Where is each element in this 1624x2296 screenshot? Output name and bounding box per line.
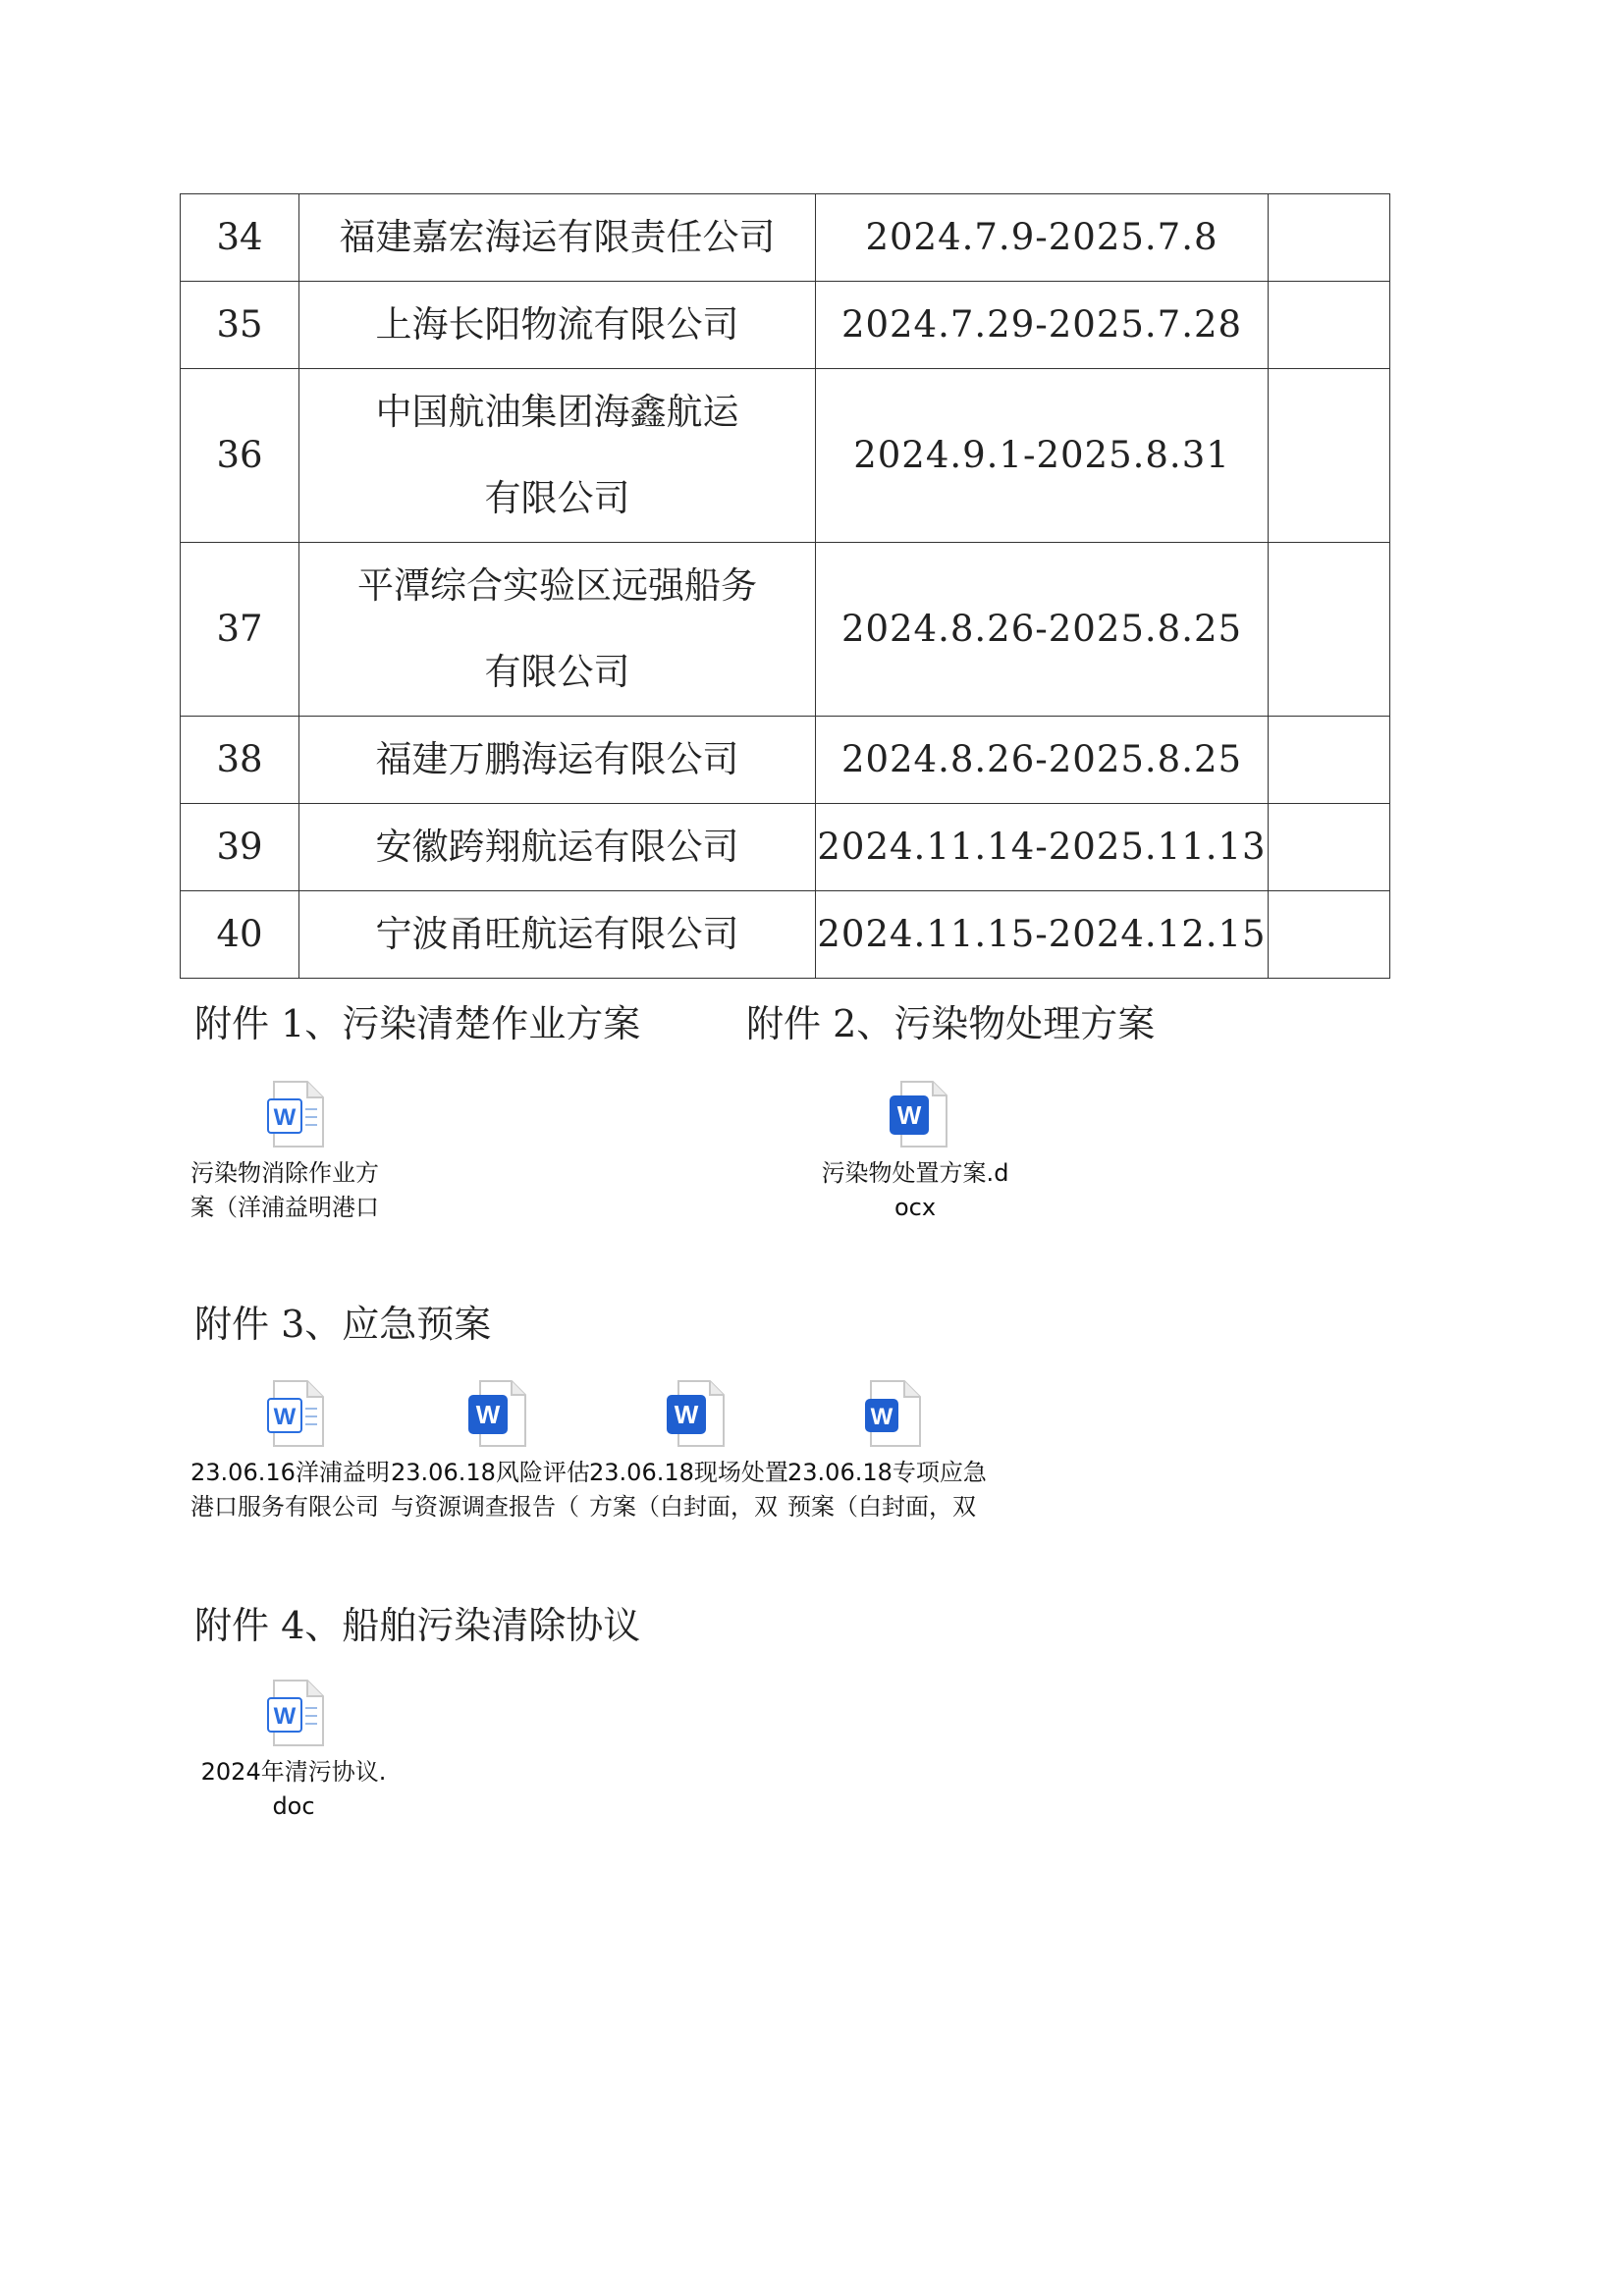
company-name: 安徽跨翔航运有限公司 bbox=[299, 804, 816, 891]
note-cell bbox=[1269, 804, 1390, 891]
company-name: 宁波甬旺航运有限公司 bbox=[299, 891, 816, 979]
attachment-3-heading: 附件 3、应急预案 bbox=[194, 1303, 492, 1346]
company-name: 中国航油集团海鑫航运 有限公司 bbox=[299, 369, 816, 543]
attachment-file-7[interactable] bbox=[190, 1679, 397, 1824]
table-row bbox=[181, 717, 1390, 804]
word-doc-icon bbox=[266, 1679, 321, 1743]
attachment-file-6[interactable] bbox=[787, 1379, 994, 1524]
validity-period: 2024.7.9-2025.7.8 bbox=[816, 194, 1269, 282]
attachment-file-name: 污染物处置方案.d ocx bbox=[821, 1159, 1009, 1221]
row-number: 35 bbox=[181, 282, 299, 369]
attachment-file-1[interactable] bbox=[190, 1080, 397, 1225]
word-doc-icon bbox=[266, 1080, 321, 1145]
attachment-file-name: 23.06.18现场处置 方案（白封面，双 bbox=[589, 1459, 788, 1521]
validity-period: 2024.8.26-2025.8.25 bbox=[816, 717, 1269, 804]
attachment-1-heading: 附件 1、污染清楚作业方案 bbox=[194, 1002, 641, 1045]
validity-period: 2024.8.26-2025.8.25 bbox=[816, 543, 1269, 717]
attachment-file-name: 23.06.18风险评估 与资源调查报告（ bbox=[391, 1459, 590, 1521]
word-docx-icon bbox=[665, 1379, 720, 1444]
row-number: 36 bbox=[181, 369, 299, 543]
attachment-file-name: 23.06.18专项应急 预案（白封面，双 bbox=[787, 1459, 987, 1521]
note-cell bbox=[1269, 543, 1390, 717]
svg-text:W: W bbox=[870, 1404, 893, 1430]
company-name: 福建万鹏海运有限公司 bbox=[299, 717, 816, 804]
attachment-4-heading: 附件 4、船舶污染清除协议 bbox=[194, 1604, 641, 1647]
row-number: 38 bbox=[181, 717, 299, 804]
table-row bbox=[181, 282, 1390, 369]
word-docx-icon bbox=[466, 1379, 521, 1444]
row-number: 37 bbox=[181, 543, 299, 717]
svg-text:W: W bbox=[475, 1400, 501, 1429]
word-doc-icon bbox=[266, 1379, 321, 1444]
note-cell bbox=[1269, 717, 1390, 804]
word-doc-icon bbox=[863, 1379, 918, 1444]
svg-text:W: W bbox=[674, 1400, 699, 1429]
row-number: 40 bbox=[181, 891, 299, 979]
validity-period: 2024.7.29-2025.7.28 bbox=[816, 282, 1269, 369]
word-docx-icon bbox=[888, 1080, 943, 1145]
svg-text:W: W bbox=[896, 1100, 922, 1130]
company-name: 福建嘉宏海运有限责任公司 bbox=[299, 194, 816, 282]
validity-period: 2024.11.15-2024.12.15 bbox=[816, 891, 1269, 979]
attachment-file-name: 2024年清污协议. doc bbox=[200, 1758, 387, 1820]
attachment-file-4[interactable] bbox=[391, 1379, 597, 1524]
table-row bbox=[181, 804, 1390, 891]
svg-text:W: W bbox=[273, 1104, 297, 1131]
company-table bbox=[180, 193, 1390, 979]
attachment-file-name: 23.06.16洋浦益明 港口服务有限公司 bbox=[190, 1459, 390, 1521]
attachment-file-5[interactable] bbox=[589, 1379, 795, 1524]
svg-text:W: W bbox=[273, 1703, 297, 1730]
row-number: 34 bbox=[181, 194, 299, 282]
company-name: 上海长阳物流有限公司 bbox=[299, 282, 816, 369]
note-cell bbox=[1269, 282, 1390, 369]
table-row bbox=[181, 543, 1390, 717]
note-cell bbox=[1269, 891, 1390, 979]
company-name: 平潭综合实验区远强船务 有限公司 bbox=[299, 543, 816, 717]
row-number: 39 bbox=[181, 804, 299, 891]
attachment-file-name: 污染物消除作业方 案（洋浦益明港口 bbox=[190, 1159, 379, 1221]
validity-period: 2024.9.1-2025.8.31 bbox=[816, 369, 1269, 543]
note-cell bbox=[1269, 369, 1390, 543]
note-cell bbox=[1269, 194, 1390, 282]
table-row bbox=[181, 891, 1390, 979]
table-row bbox=[181, 369, 1390, 543]
attachment-2-heading: 附件 2、污染物处理方案 bbox=[746, 1002, 1156, 1045]
attachment-file-2[interactable] bbox=[812, 1080, 1018, 1225]
validity-period: 2024.11.14-2025.11.13 bbox=[816, 804, 1269, 891]
table-row bbox=[181, 194, 1390, 282]
svg-text:W: W bbox=[273, 1404, 297, 1430]
attachment-file-3[interactable] bbox=[190, 1379, 397, 1524]
